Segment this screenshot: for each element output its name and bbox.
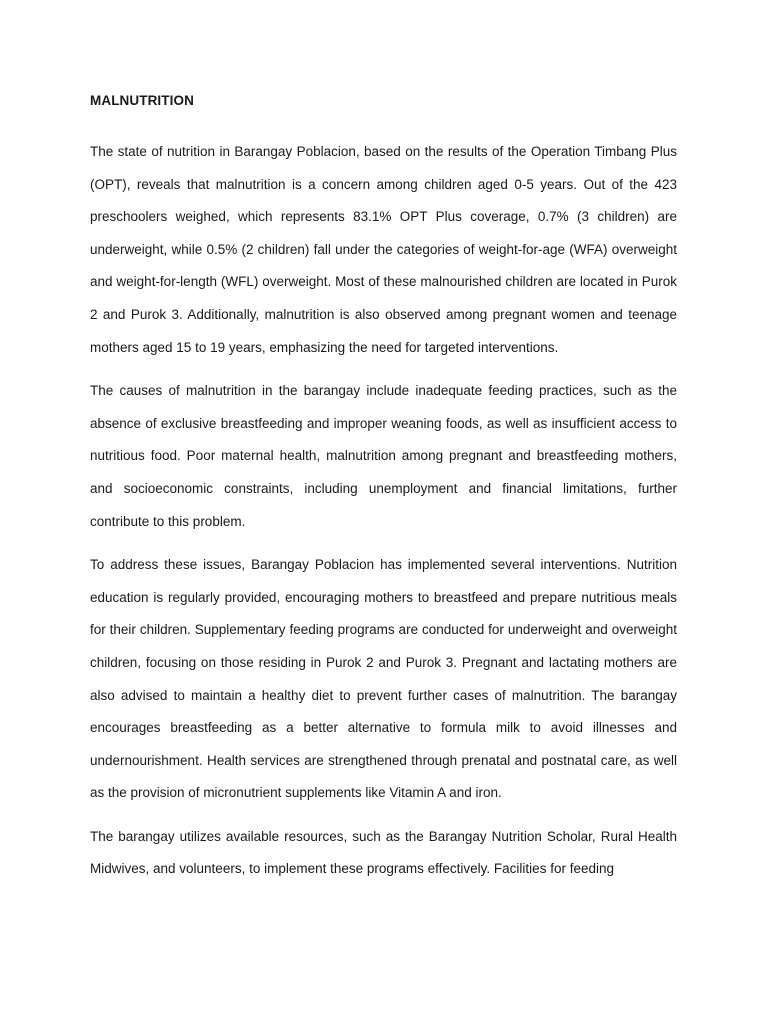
paragraph-nutrition-state: The state of nutrition in Barangay Poblacion, based on the results of the Operation Timbang Plus (OPT), reveals that malnutrition is a concern among children aged 0-5 years. Out of the 423 preschoolers weighed, which represents 83.1% OPT Plus coverage, 0.7% (3 children) are underweight, while 0.5% (2 children) fall under the categories of weight-for-age (WFA) overweight and weight-for-length (WFL) overweight. Most of these malnourished children are located in Purok 2 and Purok 3. Additionally, malnutrition is also observed among pregnant women and teenage mothers aged 15 to 19 years, emphasizing the need for targeted interventions. bbox=[90, 144, 677, 355]
paragraph-interventions: To address these issues, Barangay Poblacion has implemented several interventions. Nutrition education is regularly provided, encouraging mothers to breastfeed and prepare nutritious meals for their children. Supplementary feeding programs are conducted for underweight and overweight children, focusing on those residing in Purok 2 and Purok 3. Pregnant and lactating mothers are also advised to maintain a healthy diet to prevent further cases of malnutrition. The barangay encourages breastfeeding as a better alternative to formula milk to avoid illnesses and undernourishment. Health services are strengthened through prenatal and postnatal care, as well as the provision of micronutrient supplements like Vitamin A and iron. bbox=[90, 557, 677, 801]
section-heading: MALNUTRITION bbox=[90, 93, 194, 108]
paragraph-causes: The causes of malnutrition in the barangay include inadequate feeding practices, such as the absence of exclusive breastfeeding and improper weaning foods, as well as insufficient access to nutritious food. Poor maternal health, malnutrition among pregnant and breastfeeding mothers, and socioeconomic constraints, including unemployment and financial limitations, further contribute to this problem. bbox=[90, 383, 677, 529]
paragraph-resources: The barangay utilizes available resources, such as the Barangay Nutrition Scholar, Rural Health Midwives, and volunteers, to implement these programs effectively. Facilities for feeding bbox=[90, 828, 677, 877]
document-body bbox=[90, 92, 677, 881]
